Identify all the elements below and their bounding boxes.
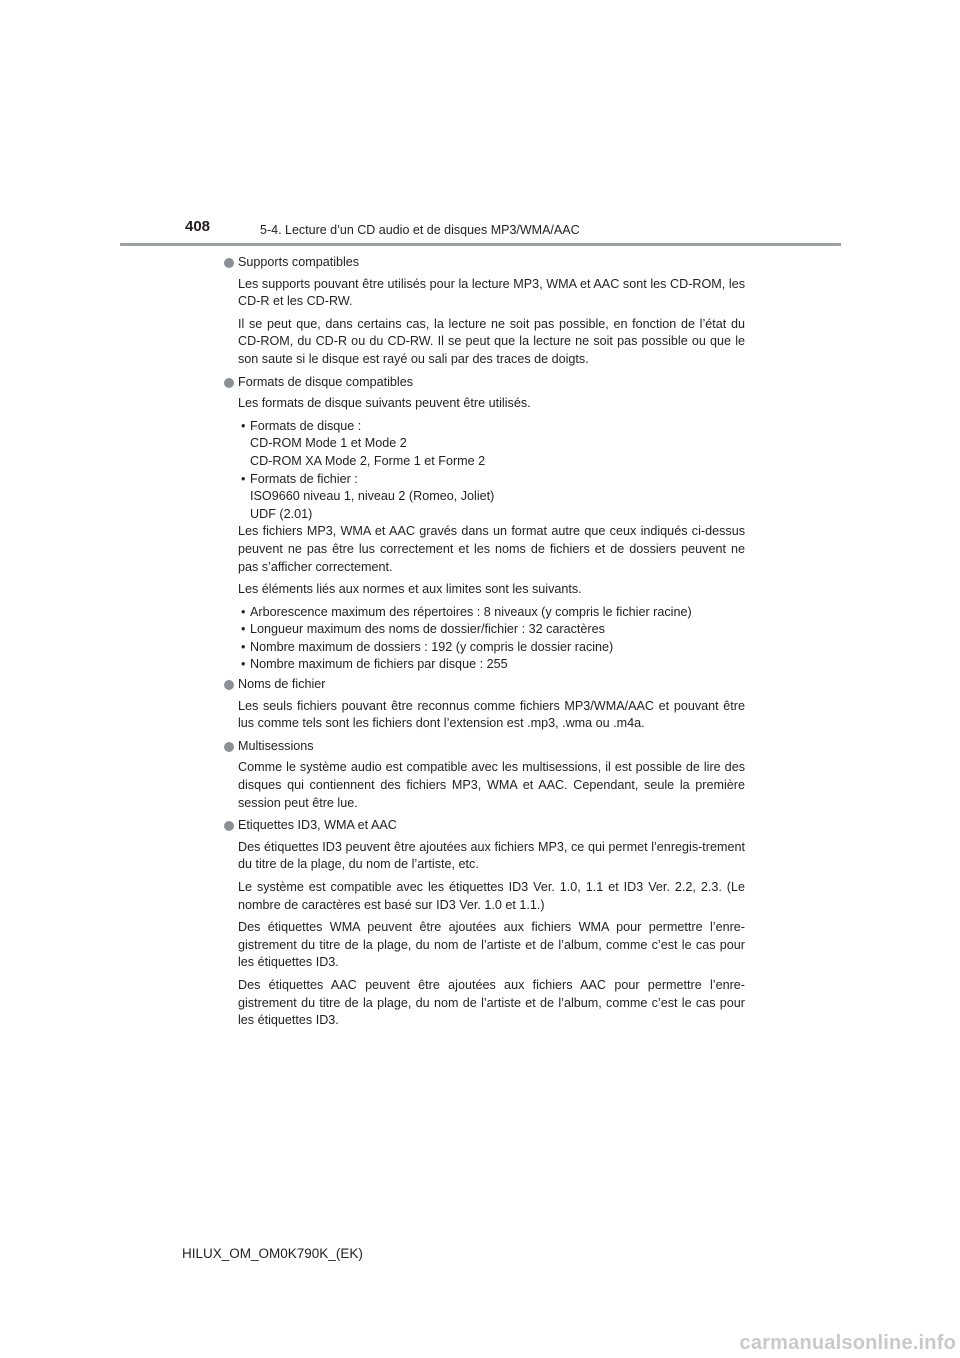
paragraph: Des étiquettes AAC peuvent être ajoutées aux fichiers AAC pour permettre l’enre-gistrement du titre de la plage, du nom de l’artiste et de l’album, comme c’est le cas pour les étiquettes ID3. <box>238 977 745 1028</box>
dot-bullet-icon: • <box>241 471 246 486</box>
bullet-heading-tags <box>224 817 745 835</box>
paragraph: Les seuls fichiers pouvant être reconnus comme fichiers MP3/WMA/AAC et pouvant être lus comme tels sont les fichiers dont l’extension est .mp3, .wma ou .m4a. <box>238 698 745 731</box>
list-item <box>238 639 745 657</box>
list-subline: CD-ROM Mode 1 et Mode 2 <box>250 436 407 451</box>
heading-text: Noms de fichier <box>238 677 326 692</box>
list-item <box>238 418 745 436</box>
bullet-heading-multisessions <box>224 738 745 756</box>
list-item-text: Nombre maximum de fichiers par disque : 255 <box>250 657 508 672</box>
page-number: 408 <box>185 218 211 235</box>
dot-bullet-icon: • <box>241 622 246 637</box>
circle-bullet-icon <box>224 258 234 268</box>
list-item <box>238 604 745 622</box>
heading-text: Formats de disque compatibles <box>238 374 413 389</box>
paragraph: Le système est compatible avec les étiquettes ID3 Ver. 1.0, 1.1 et ID3 Ver. 2.2, 2.3. (Le nombre de caractères est basé sur ID3 Ver. 1.0 et 1.1.) <box>238 880 745 912</box>
list-subline: CD-ROM XA Mode 2, Forme 1 et Forme 2 <box>250 453 486 468</box>
circle-bullet-icon <box>224 378 234 388</box>
heading-text: Etiquettes ID3, WMA et AAC <box>238 818 397 833</box>
bullet-heading-formats <box>224 374 745 392</box>
list-subline: ISO9660 niveau 1, niveau 2 (Romeo, Joliet) <box>250 489 495 504</box>
watermark-link[interactable]: carmanualsonline.info <box>739 1332 956 1354</box>
list-item-text: Nombre maximum de dossiers : 192 (y compris le dossier racine) <box>250 639 614 654</box>
paragraph: Les fichiers MP3, WMA et AAC gravés dans un format autre que ceux indiqués ci-dessus peuvent ne pas être lus correctement et les noms de fichiers et de dossiers peuvent ne pas s’afficher correctement. <box>238 524 745 574</box>
list-item <box>238 656 745 674</box>
format-list <box>224 418 745 524</box>
dot-bullet-icon: • <box>241 657 246 672</box>
page-content <box>224 254 745 1035</box>
list-item-text: Arborescence maximum des répertoires : 8 niveaux (y compris le fichier racine) <box>250 604 692 619</box>
bullet-heading-supports <box>224 254 745 272</box>
list-item <box>238 621 745 639</box>
list-item <box>238 471 745 489</box>
paragraph: Des étiquettes WMA peuvent être ajoutées aux fichiers WMA pour permettre l’enre-gistrement du titre de la plage, du nom de l’artiste et de l’album, comme c’est le cas pour les étiquettes ID3. <box>238 920 745 970</box>
limits-list <box>224 604 745 674</box>
dot-bullet-icon: • <box>241 639 246 654</box>
circle-bullet-icon <box>224 742 234 752</box>
paragraph: Les formats de disque suivants peuvent être utilisés. <box>238 396 531 411</box>
list-subline: UDF (2.01) <box>250 506 313 521</box>
document-code: HILUX_OM_OM0K790K_(EK) <box>182 1246 363 1261</box>
list-item-text: Longueur maximum des noms de dossier/fichier : 32 caractères <box>250 622 605 637</box>
circle-bullet-icon <box>224 680 234 690</box>
dot-bullet-icon: • <box>241 418 246 433</box>
circle-bullet-icon <box>224 821 234 831</box>
paragraph: Les éléments liés aux normes et aux limites sont les suivants. <box>238 582 582 597</box>
heading-text: Supports compatibles <box>238 255 360 269</box>
paragraph: Il se peut que, dans certains cas, la lecture ne soit pas possible, en fonction de l’état du CD-ROM, du CD-R ou du CD-RW. Il se peut que la lecture ne soit pas possible ou que le son saute si le disque est rayé ou sali par des traces de doigts. <box>238 316 745 366</box>
paragraph: Les supports pouvant être utilisés pour la lecture MP3, WMA et AAC sont les CD-ROM, les CD-R et les CD-RW. <box>238 276 745 309</box>
list-item-label: Formats de fichier : <box>250 471 358 486</box>
heading-text: Multisessions <box>238 738 314 753</box>
bullet-heading-filenames <box>224 676 745 694</box>
paragraph: Comme le système audio est compatible avec les multisessions, il est possible de lire des disques qui contiennent des fichiers MP3, WMA et AAC. Cependant, seule la première session peut être lue. <box>238 760 745 810</box>
dot-bullet-icon: • <box>241 604 246 619</box>
paragraph: Des étiquettes ID3 peuvent être ajoutées aux fichiers MP3, ce qui permet l’enregis-trement du titre de la plage, du nom de l’artiste, etc. <box>238 839 745 872</box>
header-rule <box>120 243 841 246</box>
list-item-label: Formats de disque : <box>250 418 362 433</box>
section-title: 5-4. Lecture d’un CD audio et de disques MP3/WMA/AAC <box>260 223 580 237</box>
